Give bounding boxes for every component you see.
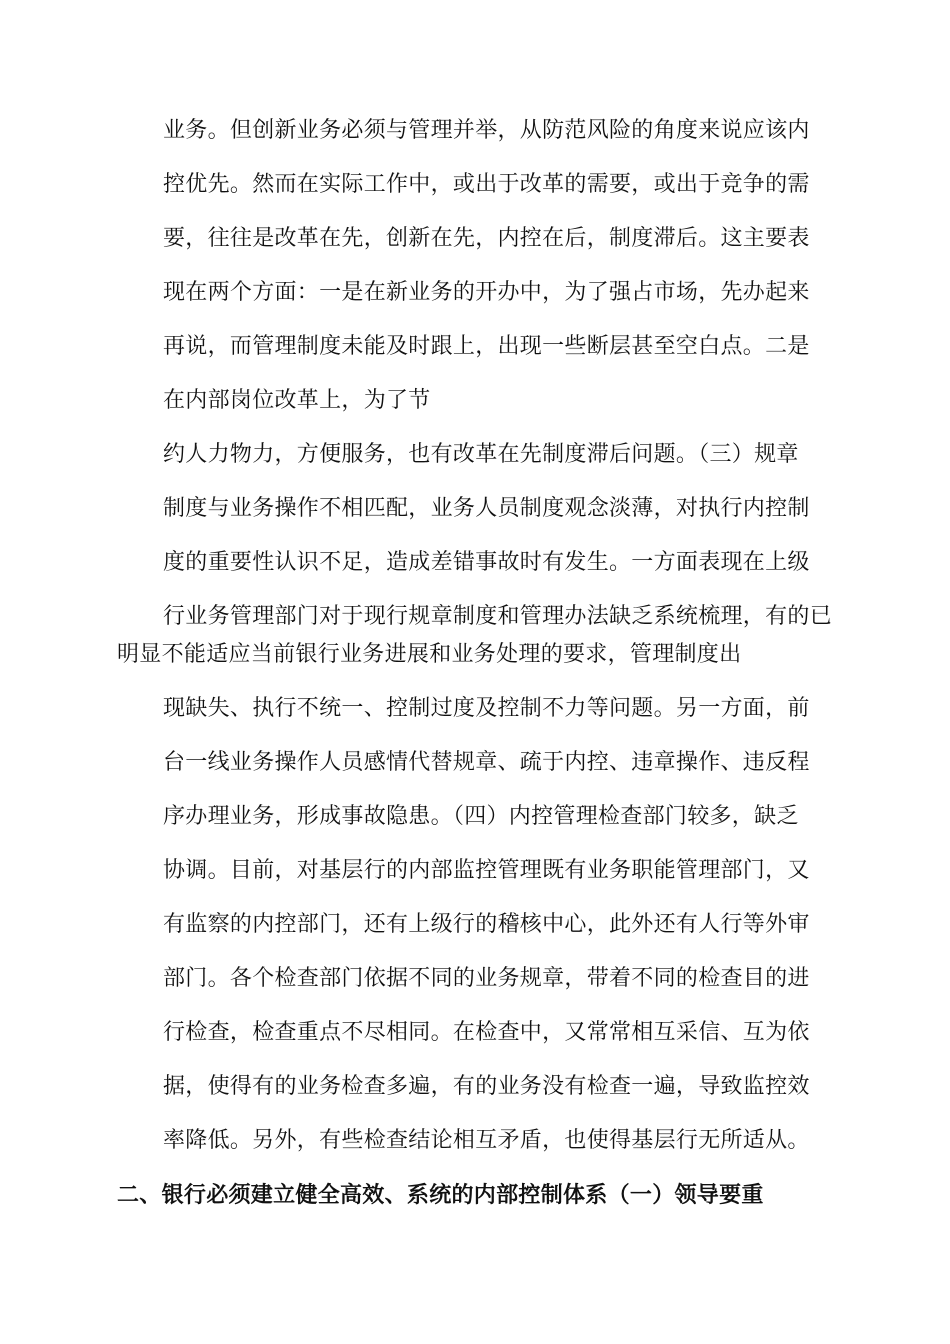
section-heading: 二、银行必须建立健全高效、系统的内部控制体系（一）领导要重 bbox=[117, 1182, 764, 1208]
paragraph-line: 协调。目前，对基层行的内部监控管理既有业务职能管理部门，又 bbox=[163, 858, 810, 883]
paragraph-line: 控优先。然而在实际工作中，或出于改革的需要，或出于竞争的需 bbox=[163, 172, 810, 197]
paragraph-line: 再说，而管理制度未能及时跟上，出现一些断层甚至空白点。二是 bbox=[163, 334, 810, 359]
paragraph-line: 现缺失、执行不统一、控制过度及控制不力等问题。另一方面，前 bbox=[163, 696, 810, 721]
paragraph-line: 据，使得有的业务检查多遍，有的业务没有检查一遍，导致监控效 bbox=[163, 1074, 810, 1099]
paragraph-line: 台一线业务操作人员感情代替规章、疏于内控、违章操作、违反程 bbox=[163, 750, 810, 775]
paragraph-line: 度的重要性认识不足，造成差错事故时有发生。一方面表现在上级 bbox=[163, 550, 810, 575]
paragraph-line: 序办理业务，形成事故隐患。（四）内控管理检查部门较多，缺乏 bbox=[163, 804, 799, 829]
paragraph-line: 部门。各个检查部门依据不同的业务规章，带着不同的检查目的进 bbox=[163, 966, 810, 991]
paragraph-line: 明显不能适应当前银行业务进展和业务处理的要求，管理制度出 bbox=[117, 642, 742, 667]
paragraph-line: 行检查，检查重点不尽相同。在检查中，又常常相互采信、互为依 bbox=[163, 1020, 810, 1045]
paragraph-line: 制度与业务操作不相匹配，业务人员制度观念淡薄，对执行内控制 bbox=[163, 496, 810, 521]
paragraph-line: 业务。但创新业务必须与管理并举，从防范风险的角度来说应该内 bbox=[163, 118, 810, 143]
paragraph-line: 率降低。另外，有些检查结论相互矛盾，也使得基层行无所适从。 bbox=[163, 1128, 810, 1153]
paragraph-line: 有监察的内控部门，还有上级行的稽核中心，此外还有人行等外审 bbox=[163, 912, 810, 937]
paragraph-line: 现在两个方面：一是在新业务的开办中，为了强占市场，先办起来 bbox=[163, 280, 810, 305]
paragraph-line: 要，往往是改革在先，创新在先，内控在后，制度滞后。这主要表 bbox=[163, 226, 810, 251]
paragraph-line: 约人力物力，方便服务，也有改革在先制度滞后问题。（三）规章 bbox=[163, 442, 799, 467]
paragraph-line: 行业务管理部门对于现行规章制度和管理办法缺乏系统梳理，有的已 bbox=[163, 604, 833, 629]
paragraph-line: 在内部岗位改革上，为了节 bbox=[163, 388, 431, 413]
